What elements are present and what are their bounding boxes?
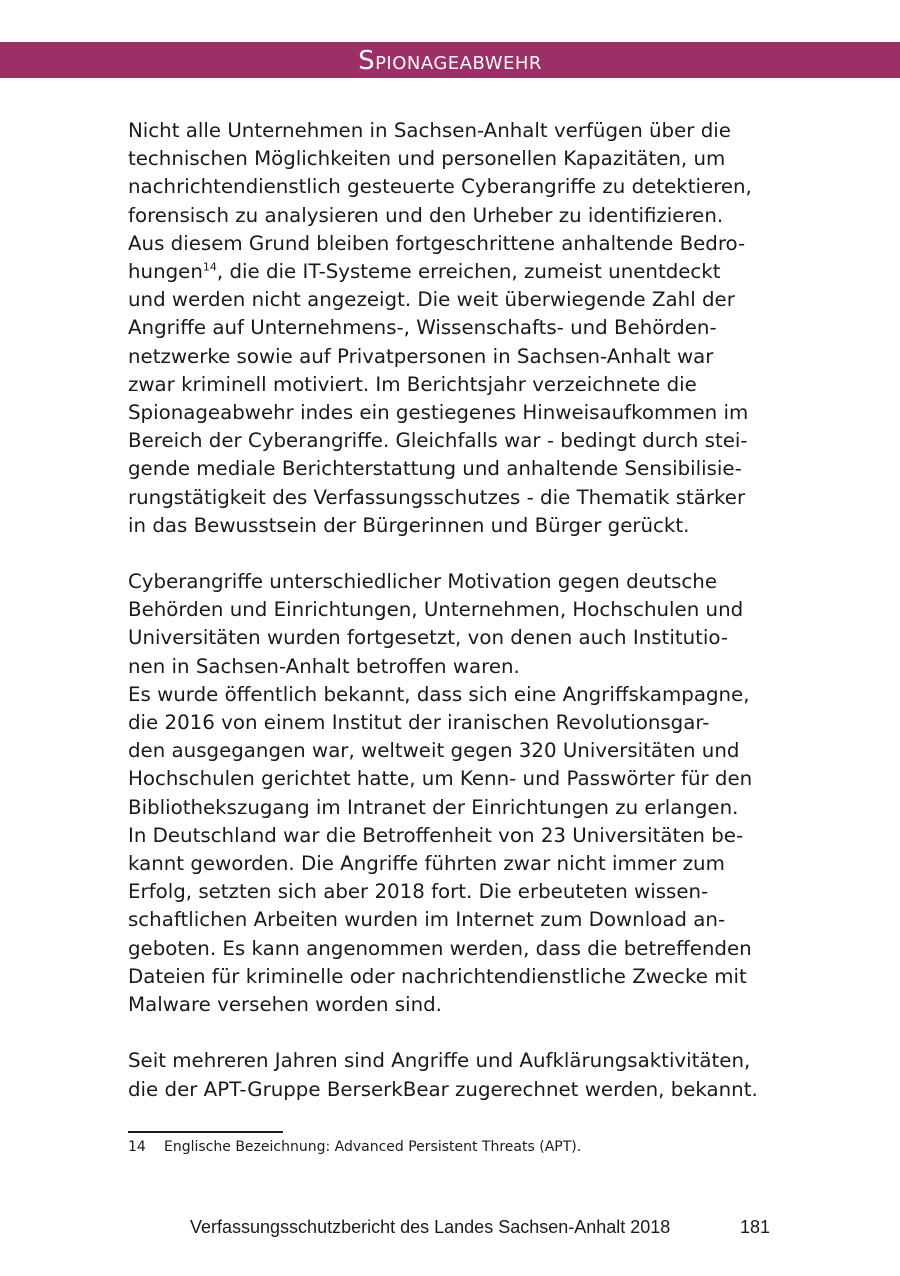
- footnote: [128, 1137, 581, 1157]
- page-footer: [190, 1215, 770, 1239]
- paragraph-1-text-a: Nicht alle Unternehmen in Sachsen-Anhalt verfügen über die technischen Möglichkeiten und personellen Kapazitäten, um nachrichtendienstlich gesteuerte Cyberangriffe zu detektieren, forensisch zu analysieren und den Urheber zu identifizieren. Aus diesem Grund bleiben fortgeschrittene anhaltende Bedro- hungen: [128, 119, 752, 284]
- paragraph-2: Cyberangriffe unterschiedlicher Motivation gegen deutsche Behörden und Einrichtungen, Unternehmen, Hochschulen und Universitäten wurden fortgesetzt, von denen auch Institutio- nen in Sachsen-Anhalt betroffen waren.: [128, 570, 744, 678]
- footnote-text: Englische Bezeichnung: Advanced Persistent Threats (APT).: [164, 1139, 582, 1155]
- main-content: [128, 117, 778, 1104]
- paragraph-1-text-b: , die die IT-Systeme erreichen, zumeist unentdeckt und werden nicht angezeigt. Die weit überwiegende Zahl der Angriffe auf Unternehmens-, Wissenschafts- und Behörden- netzwerke sowie auf Privatpersonen in Sachsen-Anhalt war zwar kriminell motiviert. Im Berichtsjahr verzeichnete die Spionageabwehr indes ein gestiegenes Hinweisaufkommen im Bereich der Cyberangriffe. Gleichfalls war - bedingt durch stei- gende mediale Berichterstattung und anhaltende Sensibilisie- rungstätigkeit des Verfassungsschutzes - die Thematik stärker in das Bewusstsein der Bürgerinnen und Bürger gerückt.: [128, 260, 749, 537]
- paragraph-1: [128, 117, 778, 540]
- footnote-divider: [128, 1131, 283, 1133]
- section-title: Spionageabwehr: [358, 46, 542, 76]
- page-number: 181: [739, 1217, 770, 1237]
- paragraph-4: Seit mehreren Jahren sind Angriffe und Aufklärungsaktivitäten, die der APT-Gruppe BerserkBear zugerechnet werden, bekannt.: [128, 1049, 758, 1101]
- paragraph-spacer: [128, 540, 778, 568]
- paragraph-spacer: [128, 1019, 778, 1047]
- paragraph-3: Es wurde öffentlich bekannt, dass sich eine Angriffskampagne, die 2016 von einem Institut der iranischen Revolutionsgar- den ausgegangen war, weltweit gegen 320 Universitäten und Hochschulen gerichtet hatte, um Kenn- und Passwörter für den Bibliothekszugang im Intranet der Einrichtungen zu erlangen. In Deutschland war die Betroffenheit von 23 Universitäten be- kannt geworden. Die Angriffe führten zwar nicht immer zum Erfolg, setzten sich aber 2018 fort. Die erbeuteten wissen- schaftlichen Arbeiten wurden im Internet zum Download an- geboten. Es kann angenommen werden, dass die betreffenden Dateien für kriminelle oder nachrichtendienstliche Zwecke mit Malware versehen worden sind.: [128, 682, 753, 1017]
- footer-publication-title: Verfassungsschutzbericht des Landes Sachsen-Anhalt 2018: [190, 1217, 671, 1237]
- footnote-number: 14: [128, 1139, 146, 1155]
- footnote-reference: 14: [202, 260, 217, 274]
- section-header-bar: [0, 42, 900, 78]
